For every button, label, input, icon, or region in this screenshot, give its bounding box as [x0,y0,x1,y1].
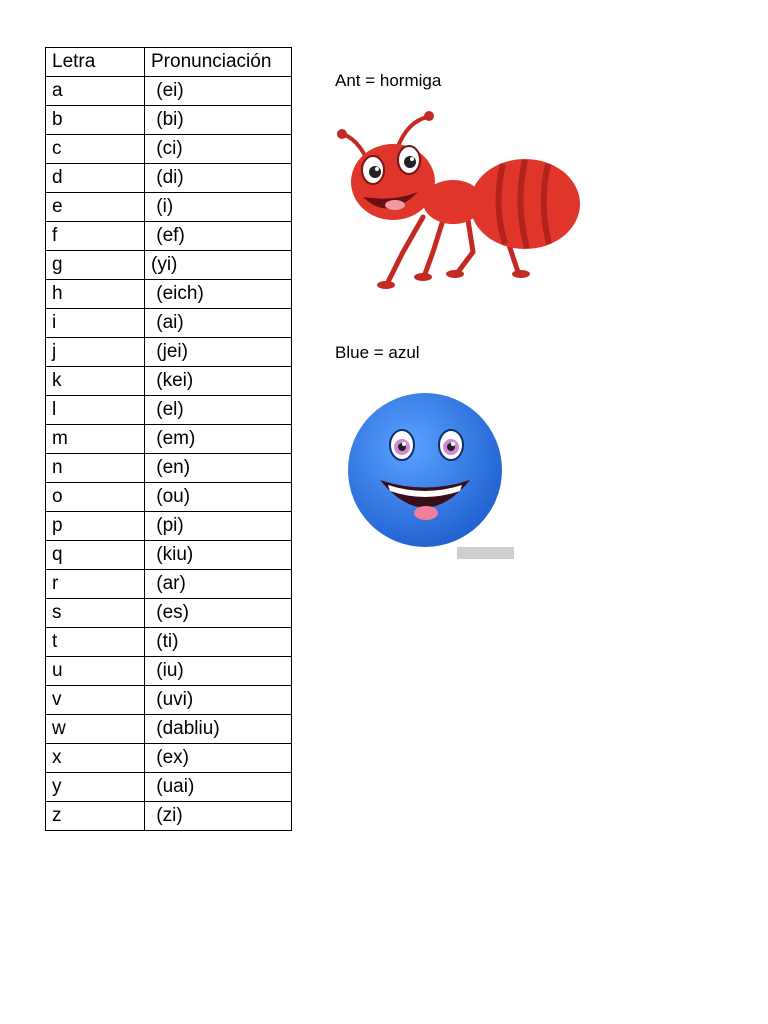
pronunciation-cell: (es) [145,599,292,628]
table-row [46,251,292,280]
letter-cell: o [46,483,145,512]
pronunciation-cell: (di) [145,164,292,193]
table-row [46,599,292,628]
table-row [46,309,292,338]
letter-cell: x [46,744,145,773]
table-row [46,193,292,222]
letter-cell: i [46,309,145,338]
table-row [46,454,292,483]
pronunciation-cell: (jei) [145,338,292,367]
table-row [46,396,292,425]
table-row [46,483,292,512]
table-row [46,280,292,309]
pronunciation-cell: (en) [145,454,292,483]
pronunciation-cell: (ar) [145,570,292,599]
table-row [46,222,292,251]
table-row [46,512,292,541]
pronunciation-cell: (ti) [145,628,292,657]
letter-cell: g [46,251,145,280]
pronunciation-cell: (iu) [145,657,292,686]
pronunciation-cell: (ex) [145,744,292,773]
table-row [46,338,292,367]
pronunciation-cell: (ci) [145,135,292,164]
alphabet-pronunciation-table [45,47,292,831]
pronunciation-cell: (eich) [145,280,292,309]
letter-cell: h [46,280,145,309]
pronunciation-cell: (uvi) [145,686,292,715]
pronunciation-cell: (ef) [145,222,292,251]
letter-cell: s [46,599,145,628]
pronunciation-cell: (yi) [145,251,292,280]
letter-cell: m [46,425,145,454]
table-header-row [46,48,292,77]
pronunciation-cell: (em) [145,425,292,454]
letter-cell: d [46,164,145,193]
letter-cell: w [46,715,145,744]
letter-cell: a [46,77,145,106]
pronunciation-cell: (bi) [145,106,292,135]
pronunciation-cell: (pi) [145,512,292,541]
table-row [46,570,292,599]
letter-cell: e [46,193,145,222]
letter-cell: q [46,541,145,570]
pronunciation-cell: (el) [145,396,292,425]
letter-cell: n [46,454,145,483]
letter-cell: l [46,396,145,425]
table-row [46,541,292,570]
table-row [46,715,292,744]
table-row [46,77,292,106]
table-row [46,773,292,802]
header-pronunciacion: Pronunciación [145,48,292,77]
table-row [46,657,292,686]
pronunciation-cell: (ou) [145,483,292,512]
pronunciation-cell: (kiu) [145,541,292,570]
blue-smiley-illustration [340,385,520,565]
letter-cell: c [46,135,145,164]
ant-illustration [333,102,583,297]
pronunciation-cell: (kei) [145,367,292,396]
blue-vocab-label: Blue = azul [335,343,420,362]
letter-cell: u [46,657,145,686]
pronunciation-cell: (i) [145,193,292,222]
table-row [46,135,292,164]
letter-cell: p [46,512,145,541]
table-row [46,164,292,193]
table-row [46,425,292,454]
letter-cell: f [46,222,145,251]
letter-cell: t [46,628,145,657]
letter-cell: r [46,570,145,599]
header-letra: Letra [46,48,145,77]
letter-cell: z [46,802,145,831]
pronunciation-cell: (ai) [145,309,292,338]
table-row [46,106,292,135]
table-row [46,744,292,773]
ant-vocab-label: Ant = hormiga [335,71,442,90]
letter-cell: k [46,367,145,396]
pronunciation-cell: (uai) [145,773,292,802]
table-row [46,802,292,831]
pronunciation-cell: (zi) [145,802,292,831]
table-row [46,686,292,715]
letter-cell: j [46,338,145,367]
letter-cell: v [46,686,145,715]
letter-cell: y [46,773,145,802]
pronunciation-cell: (dabliu) [145,715,292,744]
table-row [46,628,292,657]
table-row [46,367,292,396]
pronunciation-cell: (ei) [145,77,292,106]
letter-cell: b [46,106,145,135]
